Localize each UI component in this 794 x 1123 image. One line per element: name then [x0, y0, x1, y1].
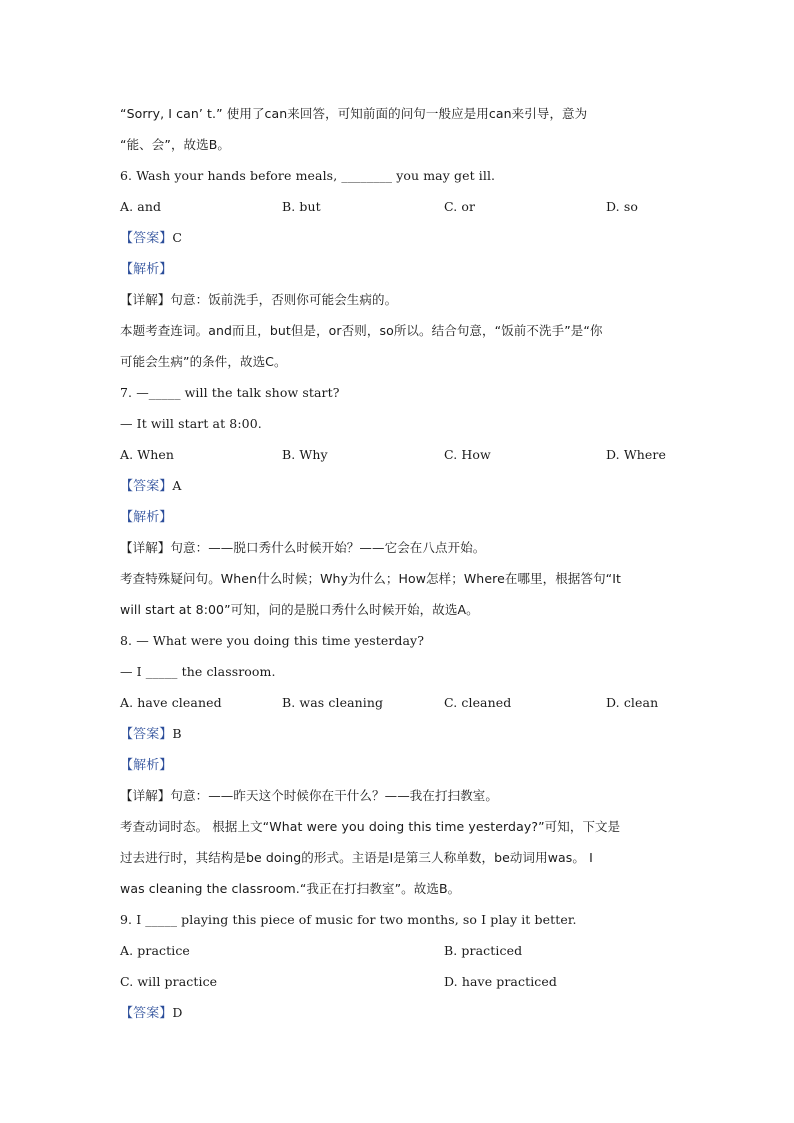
analysis-tag: 【解析】	[120, 262, 173, 277]
option-a: A. have cleaned	[120, 695, 222, 710]
explain-6-line-1: 本题考查连词。and而且，but但是，or否则，so所以。结合句意，“饭前不洗手”是“你	[120, 323, 603, 338]
option-b: B. but	[282, 199, 321, 214]
answer-tag: 【答案】	[120, 231, 173, 246]
answer-value: D	[172, 1005, 183, 1020]
analysis-tag: 【解析】	[120, 510, 173, 525]
question-6: 6. Wash your hands before meals, ________ you may get ill.	[120, 168, 496, 183]
answer-9	[120, 997, 680, 1028]
analysis-6	[120, 253, 680, 284]
answer-value: B	[172, 726, 182, 741]
explain-7-line-2: will start at 8:00”可知，问的是脱口秀什么时候开始，故选A。	[120, 602, 479, 617]
detail-7	[120, 532, 680, 563]
detail-text: 句意：饭前洗手，否则你可能会生病的。	[170, 292, 398, 307]
question-9-options-row-1	[120, 935, 680, 966]
detail-6	[120, 284, 680, 315]
option-d: D. have practiced	[444, 974, 558, 989]
option-a: A. When	[120, 447, 175, 462]
option-b: B. Why	[282, 447, 328, 462]
question-6-options	[120, 191, 680, 222]
document-page	[120, 98, 680, 1028]
answer-tag: 【答案】	[120, 727, 173, 742]
option-d: D. Where	[606, 447, 666, 462]
detail-tag: 【详解】	[120, 540, 171, 555]
intro-line-2: “能、会”，故选B。	[120, 137, 231, 152]
option-b: B. practiced	[444, 943, 523, 958]
explain-8-line-2: 过去进行时，其结构是be doing的形式。主语是I是第三人称单数，be动词用was。 I	[120, 850, 593, 865]
explain-6-line-2: 可能会生病”的条件，故选C。	[120, 354, 287, 369]
explain-7-line-1: 考查特殊疑问句。When什么时候；Why为什么；How怎样；Where在哪里，根据答句“It	[120, 571, 622, 586]
analysis-8	[120, 749, 680, 780]
explain-8-line-3: was cleaning the classroom.“我正在打扫教室”。故选B。	[120, 881, 461, 896]
explain-8-line-1: 考查动词时态。 根据上文“What were you doing this time yesterday?”可知，下文是	[120, 819, 621, 834]
analysis-7	[120, 501, 680, 532]
detail-tag: 【详解】	[120, 788, 171, 803]
question-8: 8. — What were you doing this time yesterday?	[120, 633, 425, 648]
question-7-reply: — It will start at 8:00.	[120, 416, 262, 431]
intro-line-1: “Sorry, I can’ t.” 使用了can来回答，可知前面的问句一般应是用can来引导，意为	[120, 106, 588, 121]
answer-8	[120, 718, 680, 749]
option-d: D. so	[606, 199, 638, 214]
question-9-options-row-2	[120, 966, 680, 997]
option-a: A. and	[120, 199, 162, 214]
option-c: C. How	[444, 447, 491, 462]
question-8-reply: — I _____ the classroom.	[120, 664, 276, 679]
option-c: C. will practice	[120, 974, 218, 989]
detail-tag: 【详解】	[120, 292, 171, 307]
analysis-tag: 【解析】	[120, 758, 173, 773]
answer-value: A	[172, 478, 182, 493]
question-7-options	[120, 439, 680, 470]
answer-6	[120, 222, 680, 253]
option-c: C. or	[444, 199, 476, 214]
answer-7	[120, 470, 680, 501]
answer-tag: 【答案】	[120, 1006, 173, 1021]
option-d: D. clean	[606, 695, 659, 710]
option-c: C. cleaned	[444, 695, 512, 710]
detail-text: 句意：——昨天这个时候你在干什么？——我在打扫教室。	[170, 788, 499, 803]
question-8-options	[120, 687, 680, 718]
question-9: 9. I _____ playing this piece of music for two months, so I play it better.	[120, 912, 577, 927]
detail-text: 句意：——脱口秀什么时候开始？——它会在八点开始。	[170, 540, 486, 555]
detail-8	[120, 780, 680, 811]
option-b: B. was cleaning	[282, 695, 384, 710]
option-a: A. practice	[120, 943, 190, 958]
answer-value: C	[172, 230, 183, 245]
answer-tag: 【答案】	[120, 479, 173, 494]
question-7: 7. —_____ will the talk show start?	[120, 385, 340, 400]
